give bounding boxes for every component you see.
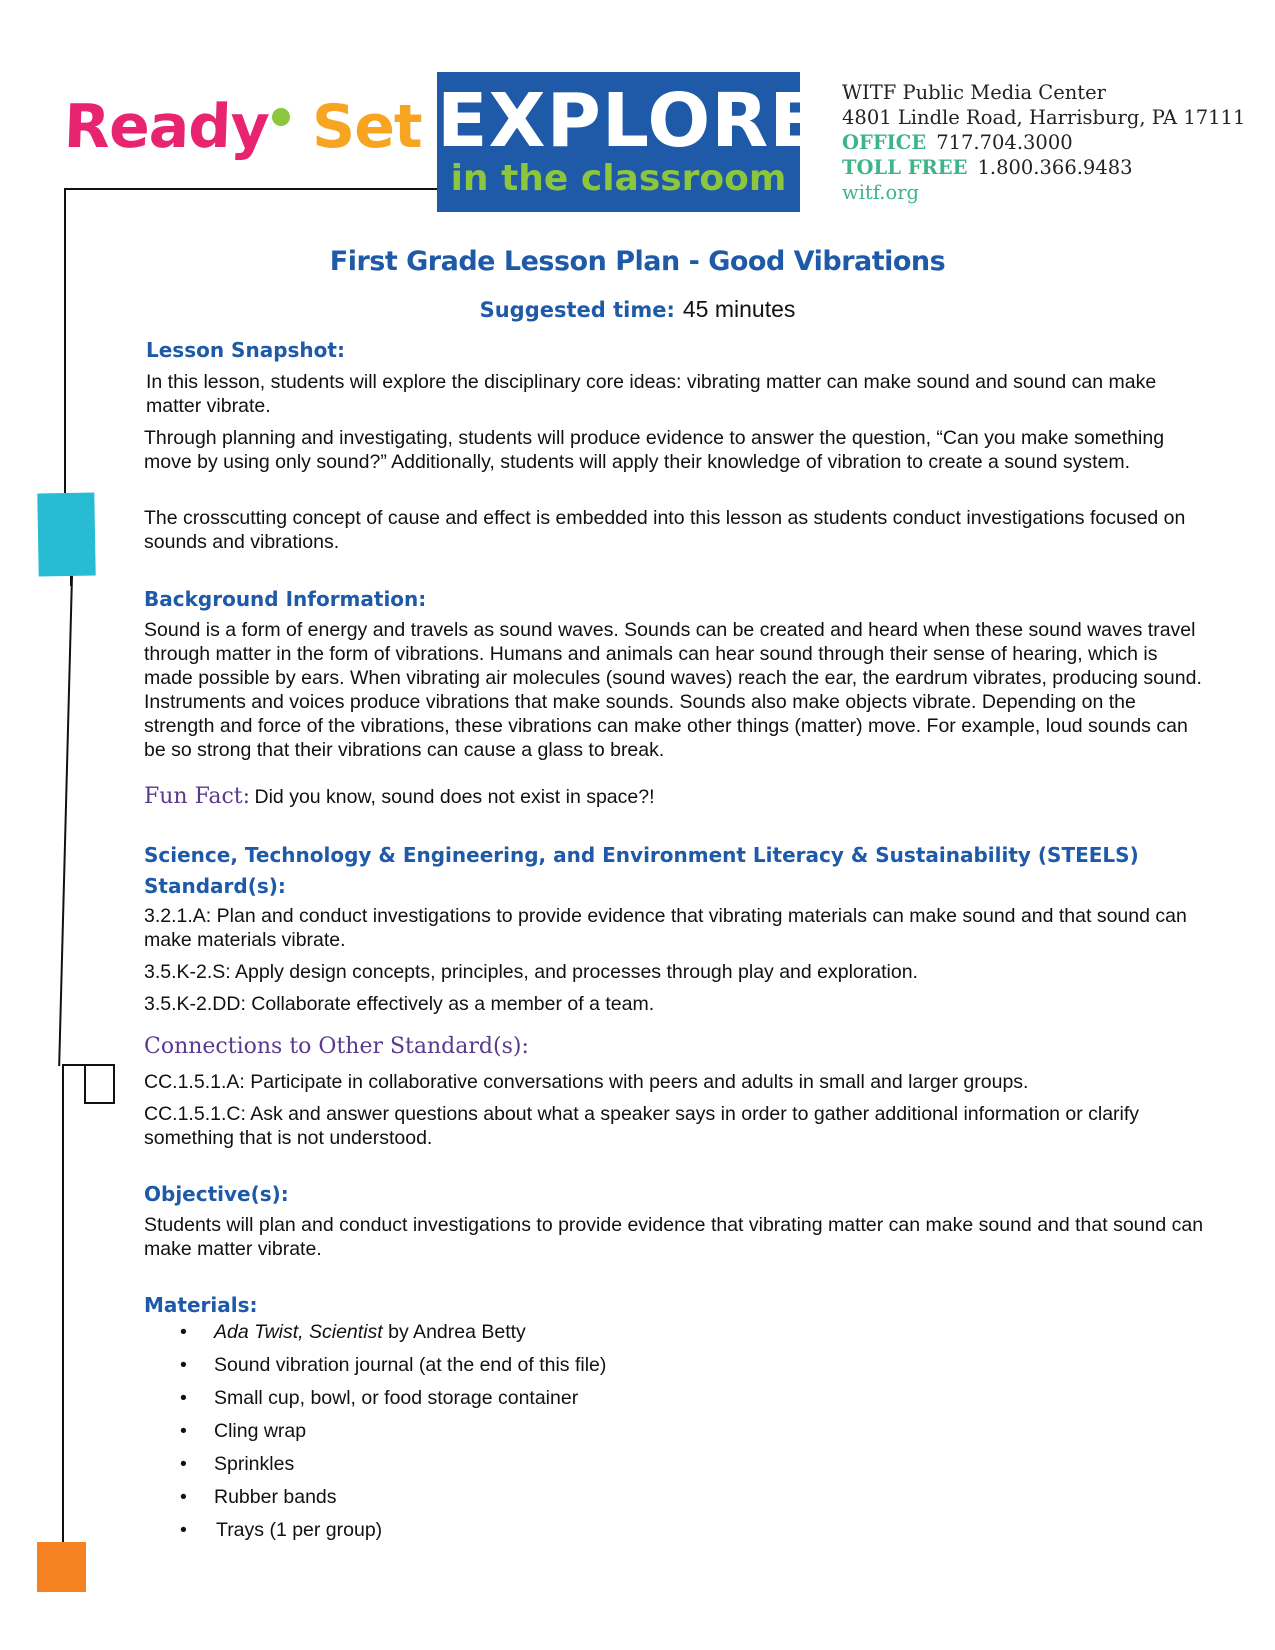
list-item [180, 1415, 606, 1448]
snapshot-paragraph-2: Through planning and investigating, students will produce evidence to answer the question, “Can you make something move by using only sound?” Additionally, students will apply their knowledge of vibration to create a sound system. [144, 427, 1165, 473]
material-item: Sprinkles [214, 1453, 295, 1475]
material-item: Trays (1 per group) [216, 1519, 383, 1541]
steels-standard-1: 3.2.1.A: Plan and conduct investigations to provide evidence that vibrating materials can make sound and that sound can make materials vibrate. [144, 905, 1187, 951]
fun-fact-label: Fun Fact: [144, 784, 251, 809]
orange-square-decoration [37, 1542, 86, 1592]
connections-standard-2: CC.1.5.1.C: Ask and answer questions about what a speaker says in order to gather additional information or clarify something that is not understood. [144, 1103, 1140, 1149]
background-text: Sound is a form of energy and travels as sound waves. Sounds can be created and heard when these sound waves travel through matter in the form of vibrations. Humans and animals can hear sound through their sense of hearing, which is made possible by ears. When vibrating air molecules (sound waves) reach the ear, the eardrum vibrates, producing sound. Instruments and voices produce vibrations that make sounds. Sounds also make objects vibrate. Depending on the strength and force of the vibrations, these vibrations can make other things (matter) move. For example, loud sounds can be so strong that their vibrations can cause a glass to break. [144, 619, 1202, 761]
steels-standard-2: 3.5.K-2.S: Apply design concepts, principles, and processes through play and exploration. [144, 961, 918, 983]
frame-line-connector [62, 1064, 86, 1066]
bullet: • [180, 1420, 187, 1442]
bullet: • [180, 1486, 187, 1508]
fun-fact [144, 784, 655, 809]
snapshot-heading: Lesson Snapshot: [146, 338, 345, 362]
materials-list [180, 1316, 606, 1547]
list-item [180, 1316, 606, 1349]
material-item: Sound vibration journal (at the end of this file) [214, 1354, 607, 1376]
snapshot-paragraph-1: In this lesson, students will explore the disciplinary core ideas: vibrating matter can make sound and sound can make matter vibrate. [146, 371, 1157, 417]
logo-set: Set [312, 92, 422, 162]
office-label: OFFICE [842, 131, 927, 154]
suggested-time-label: Suggested time: [479, 298, 675, 322]
website-link[interactable]: witf.org [842, 181, 920, 204]
tollfree-label: TOLL FREE [842, 156, 968, 179]
book-title: Ada Twist, Scientist [214, 1321, 383, 1343]
logo-ready: Ready [62, 92, 270, 162]
teal-square-decoration [37, 493, 95, 577]
book-author: by Andrea Betty [382, 1321, 526, 1343]
logo-explore-box [437, 72, 821, 212]
snapshot-paragraph-3: The crosscutting concept of cause and effect is embedded into this lesson as students conduct investigations focused on sounds and vibrations. [144, 507, 1186, 553]
list-item [180, 1481, 606, 1514]
steels-heading [144, 840, 1139, 902]
frame-line-left-lower [62, 1064, 64, 1542]
frame-small-box [84, 1064, 115, 1104]
steels-standard-3: 3.5.K-2.DD: Collaborate effectively as a member of a team. [144, 993, 655, 1015]
frame-line-left-upper [64, 188, 66, 493]
logo-classroom: in the classroom [450, 158, 787, 199]
contact-address: 4801 Lindle Road, Harrisburg, PA 17111 [842, 106, 1246, 129]
list-item [180, 1382, 606, 1415]
page-title: First Grade Lesson Plan - Good Vibrations [329, 246, 946, 277]
connections-heading: Connections to Other Standard(s): [144, 1034, 529, 1059]
steels-heading-line-2: Standard(s): [144, 874, 286, 898]
bullet: • [180, 1354, 187, 1376]
tollfree-phone: 1.800.366.9483 [977, 156, 1133, 179]
logo-dot [272, 108, 290, 126]
fun-fact-text: Did you know, sound does not exist in space?! [254, 786, 655, 808]
material-item: Rubber bands [214, 1486, 337, 1508]
bullet: • [180, 1519, 187, 1541]
material-item: Cling wrap [214, 1420, 307, 1442]
list-item [180, 1514, 606, 1547]
contact-tollfree [842, 155, 1245, 180]
bullet: • [180, 1453, 187, 1475]
material-item: Small cup, bowl, or food storage container [214, 1387, 579, 1409]
contact-block [842, 80, 1245, 205]
logo-explore: EXPLORE [437, 78, 821, 164]
contact-name: WITF Public Media Center [842, 81, 1107, 104]
background-heading: Background Information: [144, 587, 427, 611]
list-item [180, 1448, 606, 1481]
connections-standard-1: CC.1.5.1.A: Participate in collaborative conversations with peers and adults in small and larger groups. [144, 1071, 1029, 1093]
contact-office [842, 130, 1245, 155]
suggested-time-value: 45 minutes [682, 296, 796, 322]
steels-heading-line-1: Science, Technology & Engineering, and Environment Literacy & Sustainability (STEELS) [144, 843, 1139, 867]
frame-line-left-diag [58, 576, 73, 1066]
frame-line-top [64, 188, 438, 190]
suggested-time [0, 296, 1275, 323]
objectives-text: Students will plan and conduct investigations to provide evidence that vibrating matter can make sound and that sound can make matter vibrate. [144, 1214, 1204, 1260]
bullet: • [180, 1387, 187, 1409]
office-phone: 717.704.3000 [936, 131, 1073, 154]
objectives-heading: Objective(s): [144, 1182, 289, 1206]
bullet: • [180, 1321, 187, 1343]
materials-heading: Materials: [144, 1293, 258, 1317]
list-item [180, 1349, 606, 1382]
